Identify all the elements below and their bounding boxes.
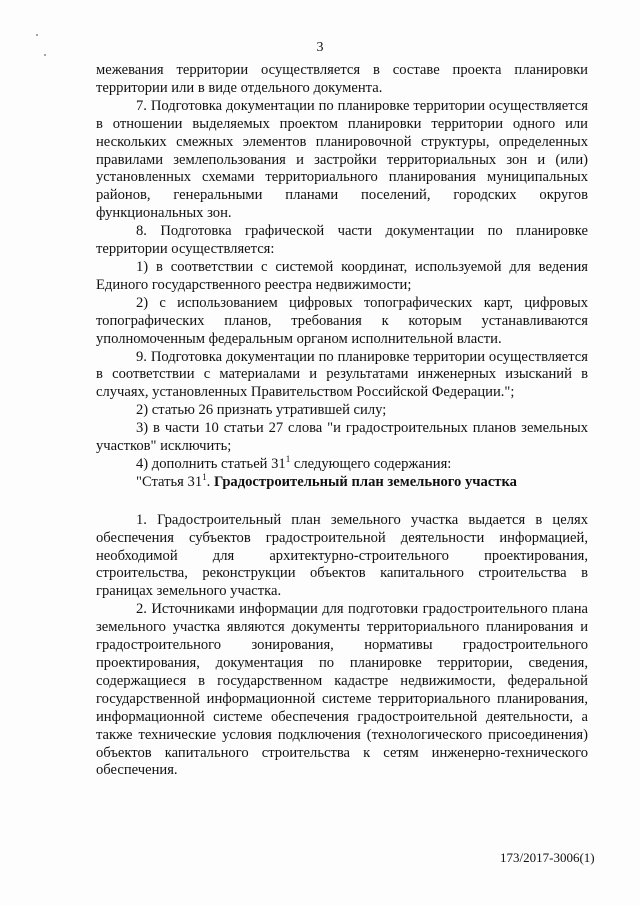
- add-article-suffix: следующего содержания:: [290, 455, 452, 472]
- page-number: 3: [316, 40, 324, 55]
- article-heading-prefix: "Статья 31: [136, 473, 203, 490]
- scan-speck: [36, 34, 38, 36]
- paragraph-amendment-2: 2) статью 26 признать утратившей силу;: [136, 402, 387, 419]
- paragraph-amendment-3: 3) в части 10 статьи 27 слова "и градостроительных планов земельных участков" исключить;: [96, 420, 588, 455]
- add-article-superscript: 1: [285, 453, 291, 464]
- article-heading-superscript: 1: [202, 471, 207, 482]
- paragraph-item-9: 9. Подготовка документации по планировке территории осуществляется в соответствии с материалами и результатами инженерных изысканий в случаях, установленных Правительством Российской Федерации.";: [96, 348, 588, 401]
- paragraph-subitem-1: 1) в соответствии с системой координат, используемой для ведения Единого государственного реестра недвижимости;: [96, 258, 588, 293]
- add-article-prefix: 4) дополнить статьей 31: [136, 455, 286, 472]
- paragraph-continuation: межевания территории осуществляется в составе проекта планировки территории или в виде отдельного документа.: [96, 62, 588, 96]
- article-paragraph-2: 2. Источниками информации для подготовки градостроительного плана земельного участка являются документы территориального планирования и градостроительного зонирования, нормативы градостроительного проектирования, документация по планировке территории, сведения, содержащиеся в государственном кадастре недвижимости, федеральной государственной информационной системе территориального планирования, информационной системе обеспечения градостроительной деятельности, а также технические условия подключения (технологического присоединения) объектов капитального строительства к сетям инженерно-технического обеспечения.: [96, 601, 588, 779]
- article-heading-title: Градостроительный план земельного участка: [213, 473, 517, 490]
- document-code: 173/2017-3006(1): [500, 850, 595, 865]
- paragraph-amendment-4: [96, 453, 588, 474]
- scan-speck: [44, 54, 46, 56]
- article-paragraph-1: 1. Градостроительный план земельного участка выдается в целях обеспечения субъектов градостроительной деятельности информацией, необходимой для архитектурно-строительного проектирования, строительства, реконструкции объектов капитального строительства в границах земельного участка.: [96, 511, 588, 600]
- paragraph-item-7: 7. Подготовка документации по планировке территории осуществляется в отношении выделяемых проектом планировки территории одного или нескольких смежных элементов планировочной структуры, определенных правилами землепользования и застройки территориальных зон и (или) установленных схемами территориального планирования муниципальных районов, генеральными планами поселений, городских округов функциональных зон.: [96, 97, 588, 222]
- article-heading: [96, 471, 588, 492]
- article-heading-suffix: .: [206, 473, 214, 490]
- spacer: [96, 492, 588, 512]
- document-body: [96, 62, 588, 780]
- paragraph-item-8: 8. Подготовка графической части документации по планировке территории осуществляется:: [96, 223, 588, 258]
- paragraph-subitem-2: 2) с использованием цифровых топографических карт, цифровых топографических планов, требования к которым устанавливаются уполномоченным федеральным органом исполнительной власти.: [96, 294, 588, 347]
